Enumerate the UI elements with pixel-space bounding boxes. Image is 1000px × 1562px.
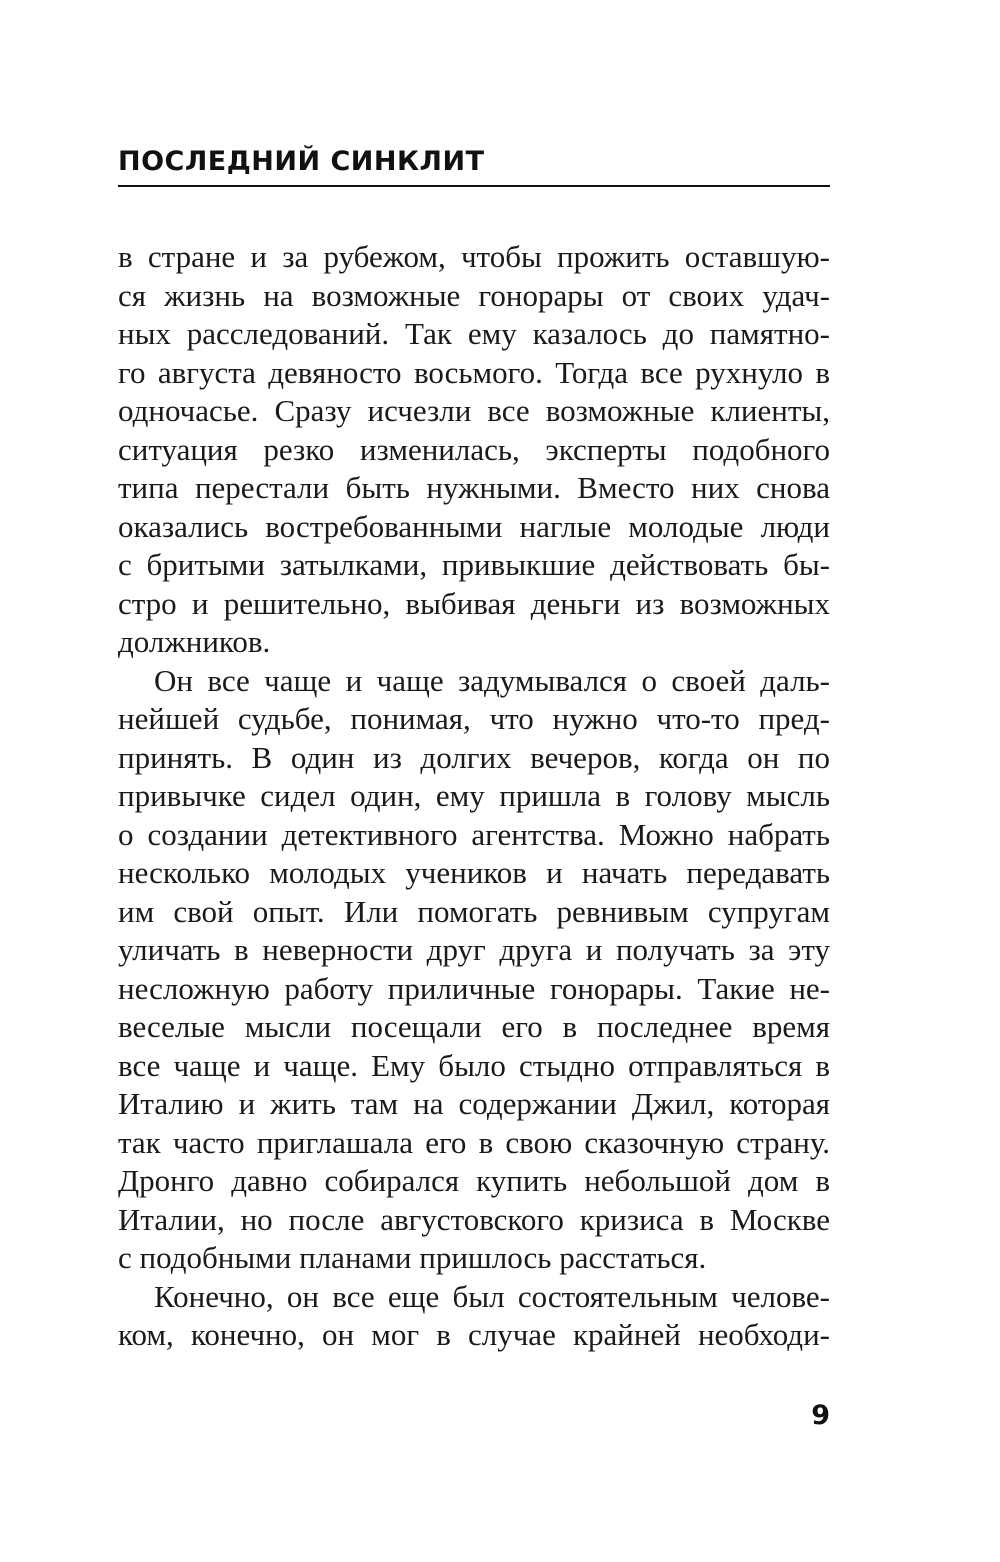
text-line: с бритыми затылками, привыкшие действовать бы- bbox=[118, 547, 830, 582]
text-line: с подобными планами пришлось расстаться. bbox=[118, 1240, 707, 1275]
header-divider bbox=[118, 185, 830, 187]
text-line: Италию и жить там на содержании Джил, которая bbox=[118, 1086, 830, 1121]
text-line: Конечно, он все еще был состоятельным челове- bbox=[154, 1278, 830, 1314]
text-line: так часто приглашала его в свою сказочную страну. bbox=[118, 1124, 830, 1160]
text-line: уличать в неверности друг друга и получать за эту bbox=[118, 932, 830, 967]
body-text bbox=[118, 238, 830, 1355]
text-line: привычке сидел один, ему пришла в голову мысль bbox=[118, 778, 830, 813]
text-line: типа перестали быть нужными. Вместо них снова bbox=[118, 470, 830, 505]
text-line: одночасье. Сразу исчезли все возможные клиенты, bbox=[118, 393, 830, 428]
text-line: несложную работу приличные гонорары. Такие не- bbox=[118, 970, 830, 1006]
text-line: веселые мысли посещали его в последнее время bbox=[118, 1009, 830, 1044]
text-line: несколько молодых учеников и начать передавать bbox=[118, 855, 830, 890]
text-line: ся жизнь на возможные гонорары от своих удач- bbox=[118, 277, 830, 313]
text-line: го августа девяносто восьмого. Тогда все рухнуло в bbox=[118, 354, 830, 390]
running-head-title: ПОСЛЕДНИЙ СИНКЛИТ bbox=[118, 146, 485, 177]
text-line: нейшей судьбе, понимая, что нужно что-то пред- bbox=[118, 701, 830, 736]
text-line: ком, конечно, он мог в случае крайней необходи- bbox=[118, 1317, 830, 1352]
text-line: им свой опыт. Или помогать ревнивым супругам bbox=[118, 893, 830, 929]
text-line: Италии, но после августовского кризиса в Москве bbox=[118, 1201, 830, 1237]
text-line: все чаще и чаще. Ему было стыдно отправляться в bbox=[118, 1047, 830, 1083]
text-line: принять. В один из долгих вечеров, когда он по bbox=[118, 739, 830, 775]
text-line: стро и решительно, выбивая деньги из возможных bbox=[118, 585, 830, 621]
text-line: ных расследований. Так ему казалось до памятно- bbox=[118, 316, 830, 351]
text-line: должников. bbox=[118, 624, 271, 659]
text-line: о создании детективного агентства. Можно набрать bbox=[118, 816, 830, 852]
text-line: в стране и за рубежом, чтобы прожить оставшую- bbox=[118, 239, 830, 274]
text-line: оказались востребованными наглые молодые люди bbox=[118, 508, 830, 544]
text-line: ситуация резко изменилась, эксперты подобного bbox=[118, 431, 830, 467]
text-line: Дронго давно собирался купить небольшой дом в bbox=[118, 1163, 830, 1198]
text-line: Он все чаще и чаще задумывался о своей даль- bbox=[154, 662, 830, 698]
page-number: 9 bbox=[811, 1400, 830, 1431]
